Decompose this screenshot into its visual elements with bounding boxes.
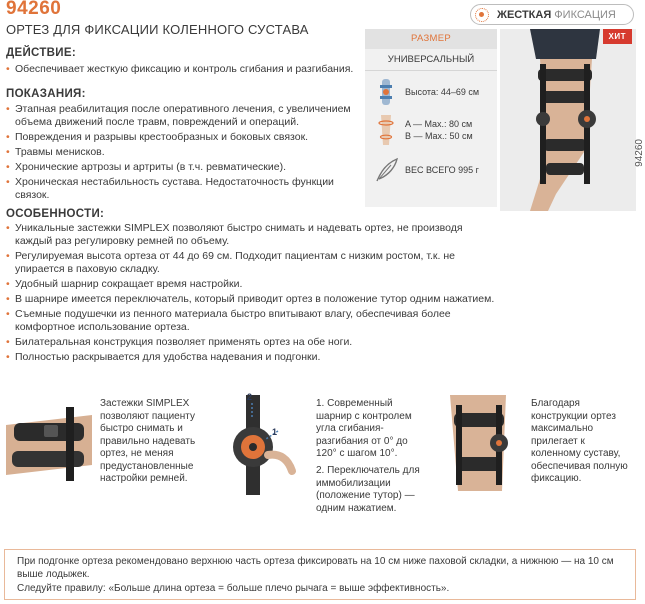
fixation-badge — [470, 4, 634, 25]
list-item: • Обеспечивает жесткую фиксацию и контроль сгибания и разгибания. — [6, 63, 356, 76]
design-caption: Благодаря конструкции ортез максимально прилегает к коленному суставу, обеспечивая полную фиксацию. — [531, 398, 628, 484]
action-heading: ДЕЙСТВИЕ: — [6, 47, 76, 59]
list-item: • Хроническая нестабильность сустава. Недостаточность функции связок. — [6, 176, 351, 202]
hinge-marker-1: 1 — [272, 427, 278, 437]
features-list — [6, 222, 496, 366]
knee-brace-photo — [500, 29, 636, 211]
indications-heading: ПОКАЗАНИЯ: — [6, 88, 86, 100]
knee-brace-icon — [371, 77, 401, 107]
list-item: • Хронические артрозы и артриты (в т.ч. ревматические). — [6, 161, 351, 174]
spec-panel — [365, 29, 497, 207]
note-line-1: При подгонке ортеза рекомендовано верхнюю часть ортеза фиксировать на 10 см ниже паховой складки, а нижнюю — на 10 см выше лодыжек. — [17, 556, 614, 580]
hinge-caption-2: 2. Переключатель для иммобилизации (положение тутор) — одним нажатием. — [316, 465, 420, 514]
product-title: ОРТЕЗ ДЛЯ ФИКСАЦИИ КОЛЕННОГО СУСТАВА — [6, 22, 309, 37]
vertical-product-code: 94260 — [634, 139, 645, 167]
indications-list — [6, 103, 351, 204]
hit-badge: ХИТ — [603, 29, 632, 44]
action-list — [6, 63, 356, 78]
product-photo — [500, 29, 645, 211]
list-item: • Регулируемая высота ортеза от 44 до 69 см. Подходит пациентам с низким ростом, т.к. не упирается в паховую складку. — [6, 250, 496, 276]
simplex-caption: Застежки SIMPLEX позволяют пациенту быстро снимать и правильно надевать ортез, не меняя предустановленные настройки ремней. — [100, 398, 196, 484]
hinge-marker-2: 2 — [247, 392, 253, 402]
size-label: РАЗМЕР — [365, 29, 497, 49]
spec-measure-row — [365, 113, 497, 147]
spec-weight: ВЕС ВСЕГО 995 г — [405, 165, 479, 175]
list-item: • Удобный шарнир сокращает время настройки. — [6, 278, 496, 291]
leg-measure-icon — [371, 113, 401, 147]
badge-label: ЖЕСТКАЯ ФИКСАЦИЯ — [497, 8, 616, 21]
list-item: • Полностью раскрывается для удобства надевания и подгонки. — [6, 351, 496, 364]
feather-icon — [371, 155, 401, 185]
product-code: 94260 — [6, 0, 62, 19]
list-item: • Этапная реабилитация после оперативного лечения, с увеличением объема движений после травм, повреждений и операций. — [6, 103, 351, 129]
list-item: • Травмы менисков. — [6, 146, 351, 159]
list-item: • Съемные подушечки из пенного материала быстро впитывают влагу, обеспечивая более комфортное использование ортеза. — [6, 308, 496, 334]
spec-weight-row — [365, 155, 497, 185]
size-value: УНИВЕРСАЛЬНЫЙ — [365, 49, 497, 71]
brace-fit-photo — [436, 395, 522, 491]
list-item: • Повреждения и разрывы крестообразных и боковых связок. — [6, 131, 351, 144]
spec-circumference — [405, 118, 473, 142]
spec-height-row — [365, 77, 497, 107]
hinge-caption-1: 1. Современный шарнир с контролем угла сгибания-разгибания от 0° до 120° с шагом 10°. — [316, 398, 412, 459]
features-heading: ОСОБЕННОСТИ: — [6, 208, 105, 220]
list-item: • В шарнире имеется переключатель, который приводит ортез в положение тутор одним нажатием. — [6, 293, 496, 306]
fitting-note — [4, 549, 636, 600]
simplex-fastener-photo — [6, 395, 92, 491]
spec-b-max: B — Max.: 50 см — [405, 131, 473, 141]
spec-a-max: A — Max.: 80 см — [405, 119, 473, 129]
note-line-2: Следуйте правилу: «Больше длина ортеза = больше плечо рычага = выше эффективность». — [17, 583, 450, 594]
fixation-level-icon — [475, 8, 489, 22]
hinge-photo — [218, 395, 304, 495]
list-item: • Уникальные застежки SIMPLEX позволяют быстро снимать и надевать ортез, не производя каждый раз регулировку ремней по объему. — [6, 222, 496, 248]
list-item: • Билатеральная конструкция позволяет применять ортез на обе ноги. — [6, 336, 496, 349]
spec-height: Высота: 44–69 см — [405, 87, 480, 97]
